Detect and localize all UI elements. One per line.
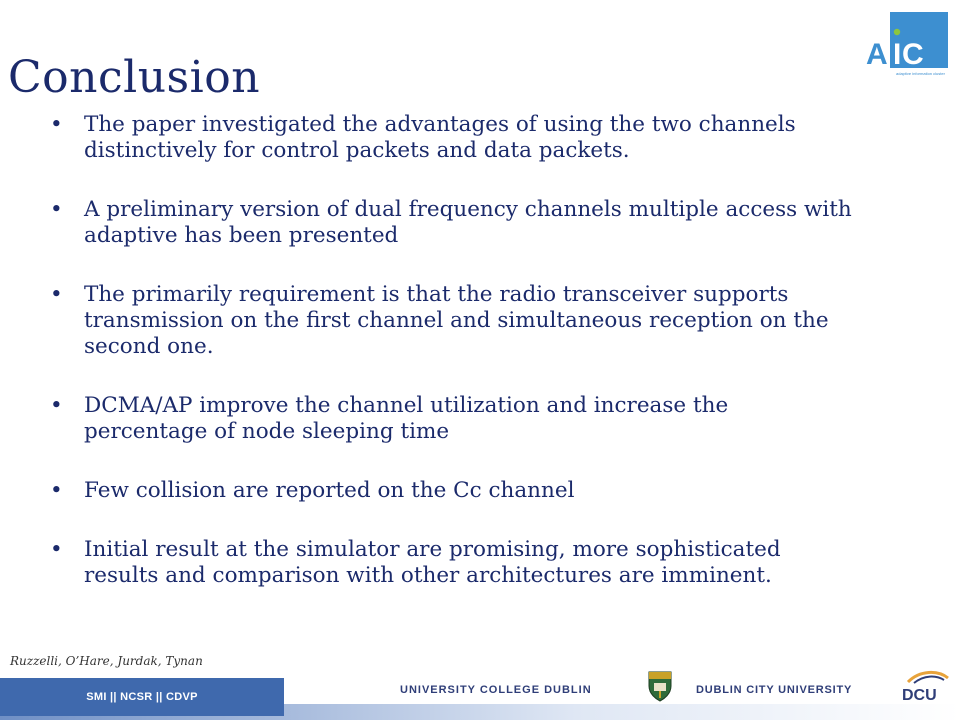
bullet-list: [48, 112, 858, 622]
footer-left-band: [0, 678, 284, 716]
bullet-item: • The primarily requirement is that the radio transceiver supports transmission on the first channel and simultaneous reception on the second one.: [48, 282, 858, 360]
bullet-item: • Initial result at the simulator are promising, more sophisticated results and comparison with other architectures are imminent.: [48, 537, 858, 589]
aic-logo-caption: adaptive information cluster: [896, 71, 945, 76]
footer-left-text: SMI || NCSR || CDVP: [86, 691, 198, 703]
aic-logo: [864, 12, 950, 78]
dcu-label: DUBLIN CITY UNIVERSITY: [696, 684, 853, 696]
bullet-item: • The paper investigated the advantages of using the two channels distinctively for control packets and data packets.: [48, 112, 858, 164]
svg-text:I: I: [893, 38, 902, 71]
slide-title: Conclusion: [8, 52, 261, 103]
svg-text:C: C: [902, 38, 924, 71]
dcu-logo-text: DCU: [902, 687, 937, 702]
svg-text:A: A: [866, 38, 888, 71]
bullet-item: • Few collision are reported on the Cc channel: [48, 478, 858, 504]
ucd-label: UNIVERSITY COLLEGE DUBLIN: [400, 684, 592, 696]
university-crest-icon: [646, 670, 674, 702]
bullet-item: • A preliminary version of dual frequency channels multiple access with adaptive has been presented: [48, 197, 858, 249]
bullet-item: • DCMA/AP improve the channel utilization and increase the percentage of node sleeping time: [48, 393, 858, 445]
authors-caption: Ruzzelli, O’Hare, Jurdak, Tynan: [10, 654, 203, 668]
dcu-logo: [898, 668, 952, 702]
